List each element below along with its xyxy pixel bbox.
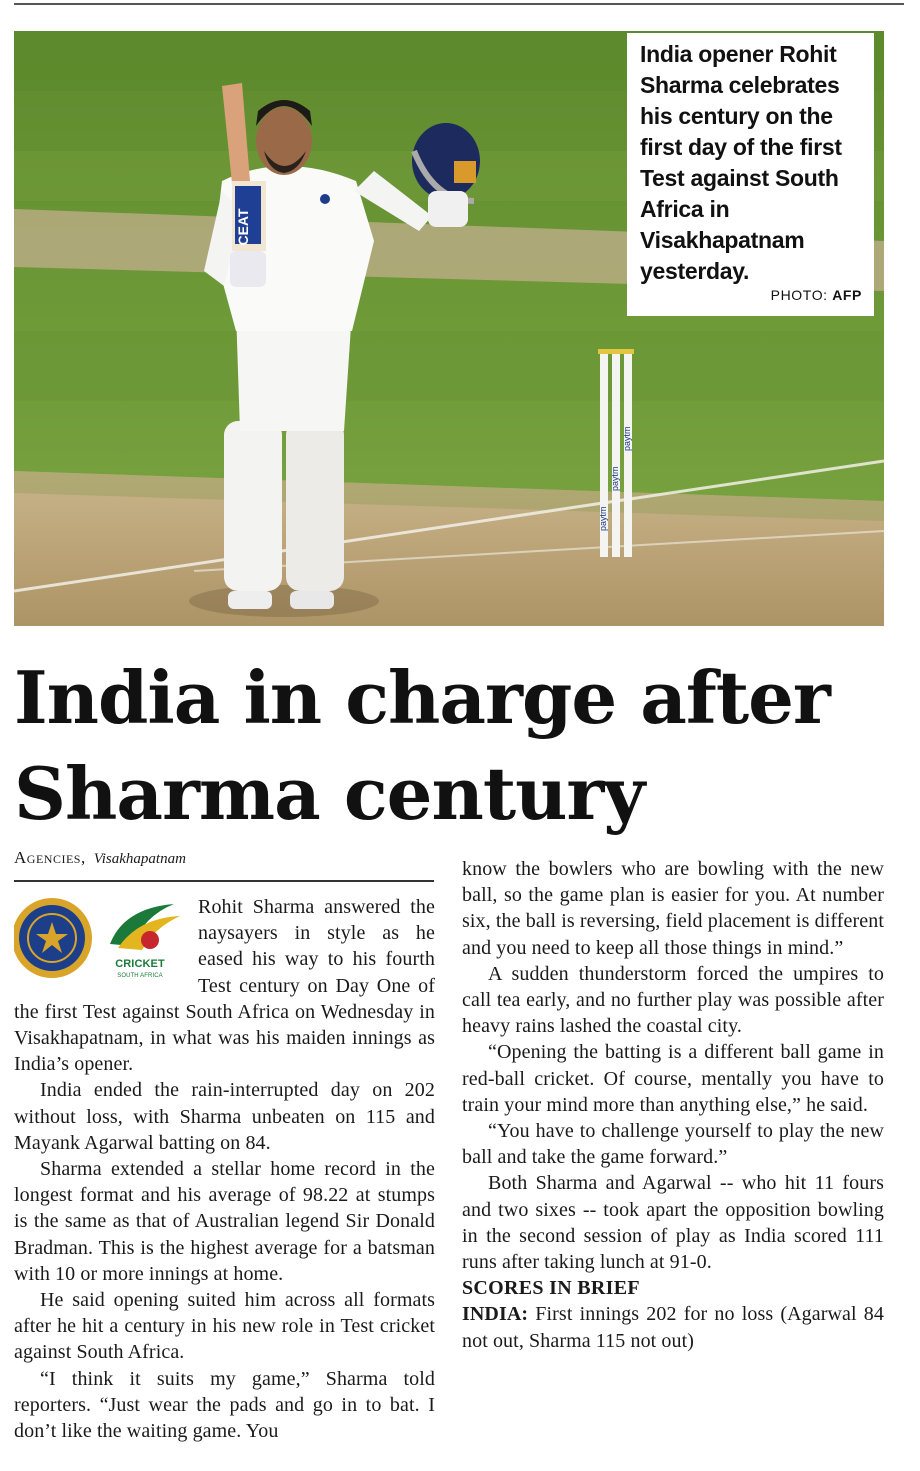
board-logos [14, 894, 192, 986]
csa-logo-text: CRICKET [115, 958, 165, 970]
paragraph: A sudden thunderstorm forced the umpires to call tea early, and no further play was possible after heavy rains lashed the coastal city. [462, 962, 884, 1038]
byline [14, 848, 434, 882]
article-column-right [462, 856, 884, 1354]
byline-agency: Agencies, [14, 848, 86, 867]
paragraph: Sharma extended a stellar home record in the longest format and his average of 98.22 at stumps is the same as that of Australian legend Sir Donald Bradman. This is the highest average for a batsman with 10 or more innings at home. [14, 1158, 435, 1285]
photo-caption: India opener Rohit Sharma celebrates his century on the first day of the first Test against South Africa in Visakhapatnam yesterday. [640, 41, 842, 284]
paragraph: Rohit Sharma answered the naysayers in style as he eased his way to his fourth Test century on Day One of the first Test against South Africa on Wednesday in Visakhapatnam, in what was his maiden innings as India’s opener. [14, 896, 435, 1076]
bat-logo: CEAT [235, 208, 251, 246]
paragraph: “Opening the batting is a different ball game in red-ball cricket. Of course, mentally you have to train your mind more than anything else,” he said. [462, 1041, 884, 1116]
paragraph: He said opening suited him across all formats after he hit a century in his new role in Test cricket against South Africa. [14, 1289, 435, 1364]
headline: India in charge after Sharma century [14, 655, 830, 836]
paragraph: India ended the rain-interrupted day on 202 without loss, with Sharma unbeaten on 115 and Mayank Agarwal batting on 84. [14, 1079, 435, 1154]
stumps [598, 349, 634, 557]
photo-credit [771, 287, 862, 303]
byline-dateline: Visakhapatnam [93, 851, 186, 867]
stump-logo: paytm [622, 426, 632, 451]
scores-detail: First innings 202 for no loss (Agarwal 84 not out, Sharma 115 not out) [462, 1303, 885, 1352]
photo-credit-source: AFP [832, 287, 862, 303]
photo-credit-label: PHOTO: [770, 287, 828, 303]
bcci-logo-icon [14, 898, 92, 978]
paragraph: “You have to challenge yourself to play the new ball and take the game forward.” [462, 1120, 884, 1169]
paragraph: “I think it suits my game,” Sharma told reporters. “Just wear the pads and go in to bat. I don’t like the waiting game. You [14, 1367, 435, 1443]
paragraph: Both Sharma and Agarwal -- who hit 11 fours and two sixes -- took apart the opposition bowling in the second session of play as India scored 111 runs after taking lunch at 91-0. [462, 1172, 884, 1274]
stump-logo: paytm [598, 506, 608, 531]
scores-line [462, 1301, 884, 1353]
stump-logo: paytm [610, 466, 620, 491]
csa-logo-subtext: SOUTH AFRICA [117, 973, 163, 979]
cricket-south-africa-logo-icon [110, 904, 180, 979]
top-rule [14, 3, 904, 5]
scores-heading: SCORES IN BRIEF [462, 1277, 640, 1300]
article-photo [14, 31, 884, 626]
article-column-left [14, 894, 435, 1444]
paragraph: know the bowlers who are bowling with the new ball, so the game plan is easier for you. At number six, the ball is reversing, field placement is different and you need to keep all those things in mind.” [462, 858, 884, 959]
scores-team: INDIA: [462, 1303, 529, 1326]
photo-caption-box [627, 33, 874, 316]
